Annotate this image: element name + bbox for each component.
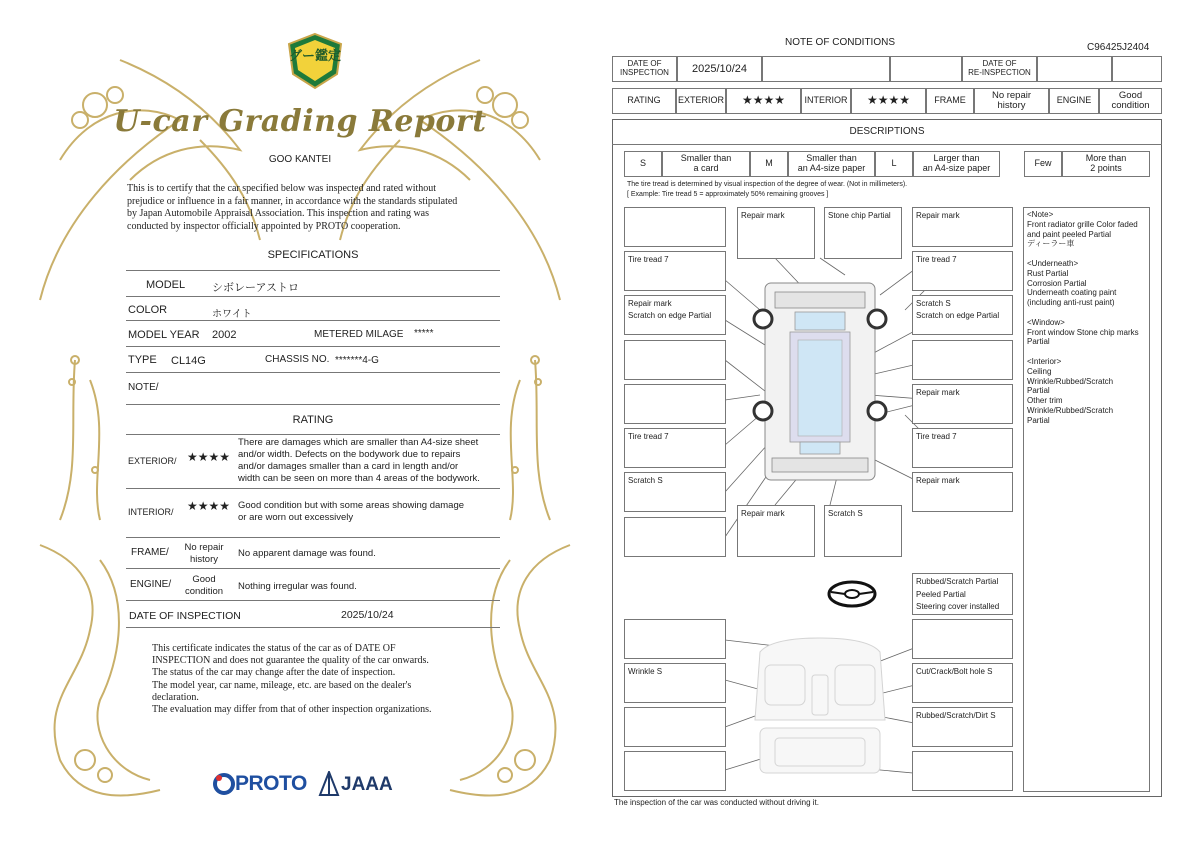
side-note-line: (including anti-rust paint) [1027, 298, 1115, 308]
exterior-desc-line: width can be seen on more than 4 areas of the bodywork. [238, 473, 480, 484]
exterior-description [238, 437, 500, 485]
exterior-stars: ★★★★ [187, 450, 231, 464]
interior-stars: ★★★★ [187, 499, 231, 513]
legend-m: M [750, 151, 788, 177]
note-box-empty [624, 517, 726, 557]
steering-wheel-icon [829, 582, 875, 606]
divider [126, 488, 500, 489]
engine-description: Nothing irregular was found. [238, 581, 357, 592]
legend-line: 2 points [1090, 163, 1122, 173]
type-label: TYPE [128, 354, 157, 366]
interior-label: INTERIOR [801, 88, 851, 114]
milage-label: METERED MILAGE [314, 329, 404, 340]
tread-note-line: The tire tread is determined by visual inspection of the degree of wear. (Not in millimeters). [627, 181, 908, 188]
side-note-line: Ceiling [1027, 366, 1052, 376]
note-box-empty [624, 751, 726, 791]
steering-note: Rubbed/Scratch Partial Peeled Partial Steering cover installed [912, 573, 1013, 615]
divider [126, 434, 500, 435]
goo-kantei-logo [287, 32, 343, 90]
conditions-heading: NOTE OF CONDITIONS [785, 37, 895, 48]
legend-line: Larger than [933, 153, 980, 164]
jaaa-logo [318, 771, 398, 797]
tread-note-line: [ Example: Tire tread 5 = approximately 50% remaining grooves ] [627, 190, 829, 198]
note-box-left-scratch: Scratch S [624, 472, 726, 512]
disclaimer [152, 643, 492, 716]
conditions-footer: The inspection of the car was conducted without driving it. [614, 798, 819, 807]
interior-label: INTERIOR/ [128, 507, 174, 517]
label-line: DATE OF [982, 59, 1017, 69]
side-note-line: ディーラー車 [1027, 239, 1075, 249]
note-box-cut-crack: Cut/Crack/Bolt hole S [912, 663, 1013, 703]
proto-mark-icon [213, 773, 235, 795]
frame-label: FRAME/ [131, 547, 169, 558]
model-value: シボレーアストロ [212, 282, 300, 294]
side-note-line: and paint peeled Partial [1027, 229, 1112, 239]
disclaimer-line: The status of the car may change after the date of inspection. [152, 667, 396, 679]
intro-line: prejudice or influence in a fair manner, in accordance with the standards stipulated [127, 195, 458, 207]
milage-value: ***** [414, 328, 434, 339]
side-note-line: Partial [1027, 386, 1050, 396]
disclaimer-line: The model year, car name, mileage, etc. are based on the dealer's [152, 679, 412, 691]
engine-value-line: condition [184, 586, 224, 597]
note-box-empty [624, 707, 726, 747]
note-box-empty [912, 619, 1013, 659]
side-note-line: Underneath coating paint [1027, 288, 1117, 298]
legend-line: an A4-size paper [797, 163, 866, 173]
note-box-tire-front-left: Tire tread 7 [624, 251, 726, 291]
interior-description [238, 500, 500, 524]
color-value: ホワイト [212, 309, 252, 320]
side-notes-panel [1023, 207, 1150, 792]
vehicle-top-view [754, 283, 886, 480]
engine-label: ENGINE [1049, 88, 1099, 114]
date-of-inspection-label: DATE OF INSPECTION [129, 610, 241, 622]
side-note-line: Rust Partial [1027, 268, 1069, 278]
divider [126, 600, 500, 601]
side-note-spacer [1027, 347, 1146, 357]
color-label: COLOR [128, 304, 168, 316]
model-year-label: MODEL YEAR [128, 329, 200, 341]
value-line: history [997, 100, 1026, 111]
note-box-rubbed-scratch: Rubbed/Scratch/Dirt S [912, 707, 1013, 747]
proto-text: PROTO [235, 772, 307, 795]
note-box-empty [624, 619, 726, 659]
vehicle-interior-view [755, 638, 885, 773]
side-note-line: <Window> [1027, 317, 1065, 327]
engine-value [177, 574, 231, 598]
note-box-empty [624, 340, 726, 380]
legend-line: Smaller than [680, 153, 732, 164]
exterior-label: EXTERIOR/ [128, 456, 177, 466]
disclaimer-line: This certificate indicates the status of the car as of DATE OF [152, 643, 396, 654]
note-box-rear-center: Scratch S [824, 505, 902, 557]
legend-line: a card [693, 163, 719, 173]
legend-line: More than [1085, 153, 1127, 164]
disclaimer-line: The evaluation may differ from that of other inspection organizations. [152, 704, 432, 716]
value-line: Good [1118, 89, 1143, 101]
disclaimer-line: declaration. [152, 691, 199, 703]
proto-logo [213, 771, 313, 797]
note-of-conditions [600, 0, 1200, 848]
note-box-right-repair-low: Repair mark [912, 472, 1013, 512]
legend-few: Few [1024, 151, 1062, 177]
side-note-line: Partial [1027, 337, 1050, 347]
label-line: INSPECTION [620, 68, 669, 77]
label-line: DATE OF [627, 59, 662, 69]
exterior-label: EXTERIOR [676, 88, 726, 114]
label-line: RE-INSPECTION [968, 68, 1031, 77]
divider [126, 627, 500, 628]
exterior-stars: ★★★★ [726, 88, 801, 114]
note-box-right-scratch: Scratch S Scratch on edge Partial [912, 295, 1013, 335]
value-line: No repair [991, 89, 1032, 101]
frame-description: No apparent damage was found. [238, 548, 376, 559]
interior-stars: ★★★★ [851, 88, 926, 114]
model-year-value: 2002 [212, 329, 237, 341]
legend-line: Smaller than [806, 153, 857, 164]
note-box-tire-front-right: Tire tread 7 [912, 251, 1013, 291]
side-note-line: Front window Stone chip marks [1027, 327, 1139, 337]
intro-line: by Japan Automobile Appraisal Association. This inspection and rating was [127, 208, 429, 219]
rating-heading: RATING [292, 414, 334, 426]
jaaa-text: JAAA [341, 774, 393, 795]
side-note-line: Wrinkle/Rubbed/Scratch [1027, 376, 1114, 386]
intro-paragraph [127, 183, 507, 233]
type-value: CL14G [171, 355, 206, 367]
note-box-left-repair: Repair mark Scratch on edge Partial [624, 295, 726, 335]
document-id: C96425J2404 [1087, 42, 1150, 53]
side-note-line: <Note> [1027, 210, 1054, 219]
divider [126, 372, 500, 373]
legend-s: S [624, 151, 662, 177]
side-note-line: Partial [1027, 415, 1050, 425]
note-box-tire-rear-right: Tire tread 7 [912, 428, 1013, 468]
side-note-spacer [1027, 308, 1146, 318]
side-note-spacer [1027, 249, 1146, 259]
frame-value [177, 542, 231, 566]
divider [126, 346, 500, 347]
exterior-desc-line: There are damages which are smaller than A4-size sheet [238, 437, 479, 448]
divider [126, 404, 500, 405]
note-box-empty [912, 340, 1013, 380]
legend-line: an A4-size paper [922, 163, 991, 173]
note-box-empty [912, 751, 1013, 791]
date-of-inspection-value: 2025/10/24 [341, 609, 394, 621]
note-box-empty [624, 207, 726, 247]
chassis-label: CHASSIS NO. [265, 354, 330, 365]
note-box-empty [624, 384, 726, 424]
exterior-desc-line: and/or width. Defects on the bodywork due to repairs [238, 449, 461, 460]
report-subtitle: GOO KANTEI [268, 154, 332, 165]
report-title: U-car Grading Report [113, 104, 487, 139]
model-label: MODEL [146, 279, 186, 291]
side-note-line: Wrinkle/Rubbed/Scratch [1027, 405, 1114, 415]
intro-line: conducted by inspector officially appointed by PROTO cooperation. [127, 220, 401, 232]
side-note-line: <Interior> [1027, 356, 1062, 366]
side-note-line: Corrosion Partial [1027, 278, 1087, 288]
note-label: NOTE/ [128, 382, 159, 393]
engine-value-line: Good [192, 574, 216, 585]
divider [126, 568, 500, 569]
side-note-line: <Underneath> [1027, 258, 1079, 268]
note-box-wrinkle: Wrinkle S [624, 663, 726, 703]
value-line: condition [1111, 100, 1150, 111]
frame-value-line: history [190, 554, 218, 565]
intro-line: This is to certify that the car specified below was inspected and rated without [127, 183, 437, 194]
divider [126, 320, 500, 321]
disclaimer-line: INSPECTION and does not guarantee the quality of the car onwards. [152, 655, 429, 667]
divider [126, 296, 500, 297]
note-box-front-center: Stone chip Partial [824, 207, 902, 259]
frame-label: FRAME [926, 88, 974, 114]
side-note-line: Other trim [1027, 396, 1063, 406]
note-box-front-right: Repair mark [912, 207, 1013, 247]
side-note-line: Front radiator grille Color faded [1027, 219, 1138, 229]
frame-value-line: No repair [184, 542, 224, 553]
specifications-heading: SPECIFICATIONS [267, 249, 359, 261]
rating-label: RATING [612, 88, 676, 114]
note-box-rear-left: Repair mark [737, 505, 815, 557]
chassis-value: *******4-G [335, 355, 379, 366]
note-box-front-left: Repair mark [737, 207, 815, 259]
inspection-date-value: 2025/10/24 [677, 56, 762, 82]
descriptions-heading: DESCRIPTIONS [849, 126, 925, 137]
divider [126, 537, 500, 538]
note-box-right-repair: Repair mark [912, 384, 1013, 424]
jaaa-mark-icon [318, 771, 340, 797]
divider [126, 270, 500, 271]
legend-l: L [875, 151, 913, 177]
engine-label: ENGINE/ [130, 579, 172, 590]
interior-desc-line: or are worn out excessively [238, 512, 354, 523]
exterior-desc-line: and/or damages smaller than a card in length and/or [238, 461, 459, 472]
note-box-tire-rear-left: Tire tread 7 [624, 428, 726, 468]
interior-desc-line: Good condition but with some areas showing damage [238, 500, 465, 511]
logo-text: グー鑑定 [288, 48, 341, 63]
